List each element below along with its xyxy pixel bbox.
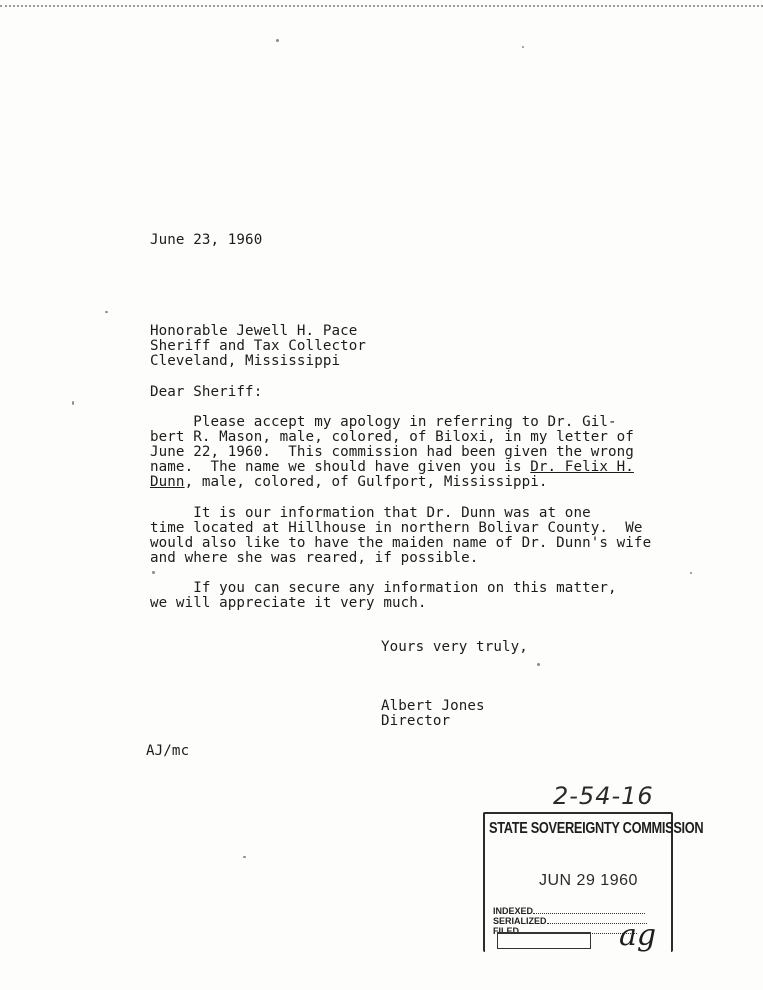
body-line: Please accept my apology in referring to Dr. Gil- xyxy=(150,414,617,430)
address-line: Sheriff and Tax Collector xyxy=(150,338,367,354)
body-line: bert R. Mason, male, colored, of Biloxi, in my letter of xyxy=(150,429,634,445)
stamp-row-label: FILED xyxy=(493,926,519,936)
scan-speck xyxy=(522,46,524,48)
scan-speck xyxy=(276,39,279,42)
body-text: name. The name we should have given you is xyxy=(150,459,531,475)
body-line: we will appreciate it very much. xyxy=(150,595,427,611)
address-line: Cleveland, Mississippi xyxy=(150,353,341,369)
salutation: Dear Sheriff: xyxy=(150,384,263,400)
body-line xyxy=(150,460,634,475)
closing: Yours very truly, xyxy=(381,639,528,655)
stamp-received-date: JUN 29 1960 xyxy=(539,872,638,889)
body-line: June 22, 1960. This commission had been given the wrong xyxy=(150,444,634,460)
body-line: If you can secure any information on this matter, xyxy=(150,580,617,596)
body-line: time located at Hillhouse in northern Bolivar County. We xyxy=(150,520,643,536)
underlined-name: Dunn xyxy=(150,474,185,490)
signer-name: Albert Jones xyxy=(381,698,485,714)
signer-title: Director xyxy=(381,713,451,729)
scan-speck xyxy=(537,663,540,666)
stamp-header: STATE SOVEREIGNTY COMMISSION xyxy=(489,820,704,837)
stamp-row-indexed xyxy=(493,906,645,916)
letter-date: June 23, 1960 xyxy=(150,232,263,248)
scan-speck xyxy=(243,856,246,858)
file-number-handwritten: 2-54-16 xyxy=(553,782,654,810)
stamp-row-label: INDEXED xyxy=(493,906,534,916)
top-edge-rule xyxy=(0,0,763,7)
underlined-name: Dr. Felix H. xyxy=(530,459,634,475)
address-line: Honorable Jewell H. Pace xyxy=(150,323,358,339)
body-line: would also like to have the maiden name of Dr. Dunn's wife xyxy=(150,535,652,551)
scan-speck xyxy=(152,571,155,574)
stamp-row-label: SERIALIZED xyxy=(493,916,547,926)
scan-speck xyxy=(105,311,108,313)
body-line: It is our information that Dr. Dunn was at one xyxy=(150,505,591,521)
scan-speck xyxy=(72,401,74,405)
typist-initials: AJ/mc xyxy=(146,743,190,759)
body-text: , male, colored, of Gulfport, Mississippi. xyxy=(184,474,548,490)
stamp-box xyxy=(497,932,591,949)
body-line xyxy=(150,475,548,490)
scan-speck xyxy=(690,572,692,574)
received-stamp xyxy=(483,812,704,953)
handwritten-initials: ag xyxy=(619,918,657,953)
body-line: and where she was reared, if possible. xyxy=(150,550,479,566)
